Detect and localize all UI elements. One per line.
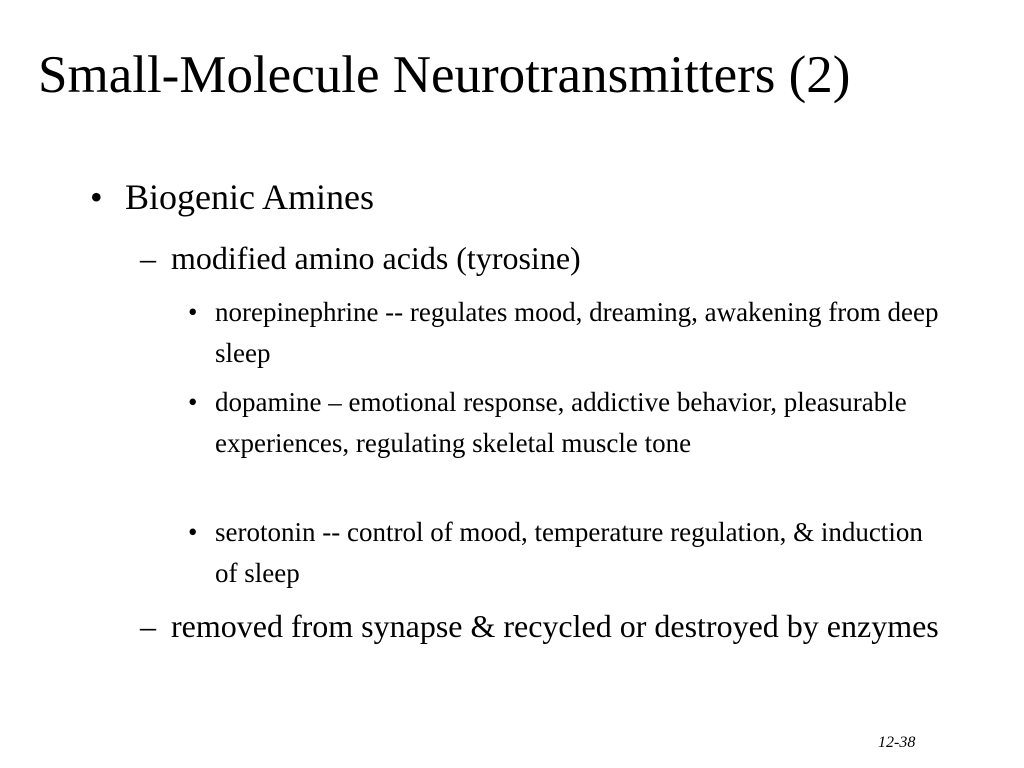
- dash-marker: –: [140, 240, 156, 276]
- bullet-marker: •: [188, 517, 198, 547]
- item-text: serotonin -- control of mood, temperature regulation, & induction of sleep: [215, 517, 923, 588]
- bullet-marker: •: [188, 297, 198, 327]
- page-number: 12-38: [878, 734, 916, 751]
- bullet-text: Biogenic Amines: [125, 177, 374, 217]
- item-text: norepinephrine -- regulates mood, dreaming, awakening from deep sleep: [215, 297, 939, 368]
- bullet-marker: •: [90, 177, 103, 217]
- bullet-marker: •: [188, 387, 198, 417]
- subbullet-text: modified amino acids (tyrosine): [171, 240, 581, 276]
- dash-marker: –: [140, 608, 156, 644]
- item-text: dopamine – emotional response, addictive behavior, pleasurable experiences, regulating skeletal muscle tone: [215, 387, 907, 458]
- subbullet-text: removed from synapse & recycled or destroyed by enzymes: [171, 608, 939, 644]
- slide-title: Small-Molecule Neurotransmitters (2): [38, 46, 851, 104]
